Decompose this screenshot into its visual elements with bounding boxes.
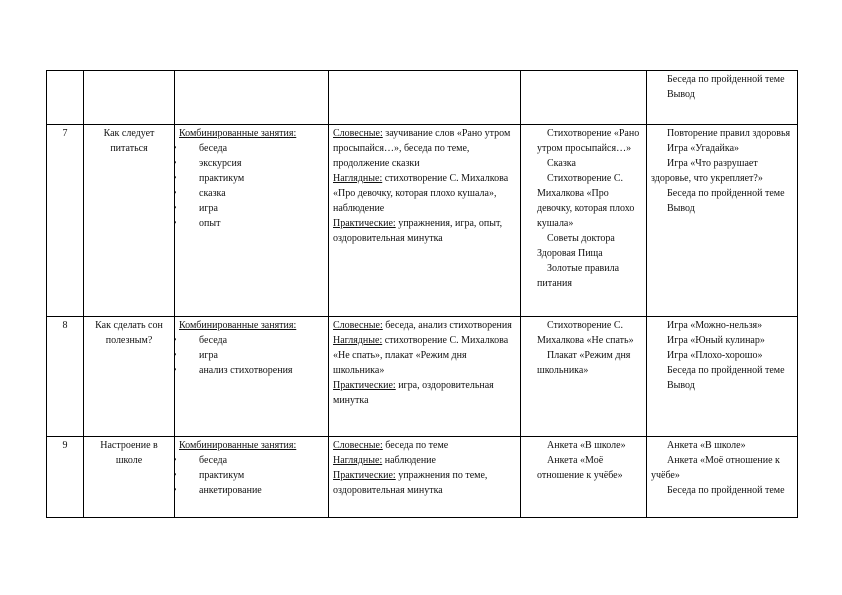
lesson-forms-cell: [175, 71, 329, 125]
lesson-forms-cell: [175, 125, 329, 317]
method-label: Словесные:: [333, 440, 383, 451]
forms-item: • игра: [179, 201, 324, 216]
lesson-number: 9: [47, 437, 84, 518]
forms-list: [179, 141, 324, 231]
forms-item: • экскурсия: [179, 156, 324, 171]
forms-item: • практикум: [179, 468, 324, 483]
materials-item: • Золотые правила питания: [525, 261, 642, 291]
materials-item: • Плакат «Режим дня школьника»: [525, 348, 642, 378]
lesson-control-cell: [647, 437, 798, 518]
method-label: Практические:: [333, 218, 396, 229]
control-item: ✔ Игра «Юный кулинар»: [651, 333, 793, 348]
control-item: ✔ Игра «Угадайка»: [651, 141, 793, 156]
forms-item: • опыт: [179, 216, 324, 231]
control-item: ✔ Беседа по пройденной теме: [651, 363, 793, 378]
materials-item: • Советы доктора Здоровая Пища: [525, 231, 642, 261]
control-item: ✔ Беседа по пройденной теме: [651, 186, 793, 201]
materials-item: • Стихотворение С. Михалкова «Не спать»: [525, 318, 642, 348]
lesson-methods-cell: [329, 125, 521, 317]
forms-item: • беседа: [179, 333, 324, 348]
method-entry: [333, 171, 516, 216]
forms-title: Комбинированные занятия:: [179, 320, 297, 331]
lesson-control-cell: [647, 317, 798, 437]
control-item: ✔ Вывод: [651, 87, 793, 102]
forms-list: [179, 453, 324, 498]
control-list: [651, 126, 793, 216]
table-row: [47, 317, 798, 437]
method-text: заучивание слов «Рано утром просыпайся…», беседа по теме, продолжение сказки: [333, 128, 511, 169]
control-list: [651, 318, 793, 393]
lesson-number: 7: [47, 125, 84, 317]
forms-item: • беседа: [179, 453, 324, 468]
forms-item: • сказка: [179, 186, 324, 201]
forms-list: [179, 333, 324, 378]
lesson-control-cell: [647, 71, 798, 125]
method-label: Практические:: [333, 470, 396, 481]
lesson-forms-cell: [175, 317, 329, 437]
method-text: упражнения по теме, оздоровительная минутка: [333, 470, 488, 496]
lesson-control-cell: [647, 125, 798, 317]
control-item: ✔ Анкета «В школе»: [651, 438, 793, 453]
method-entry: [333, 333, 516, 378]
method-label: Наглядные:: [333, 455, 383, 466]
forms-item: • игра: [179, 348, 324, 363]
lesson-number: 8: [47, 317, 84, 437]
materials-list: [525, 126, 642, 291]
control-item: ✔ Беседа по пройденной теме: [651, 483, 793, 498]
table-row: [47, 125, 798, 317]
method-label: Практические:: [333, 380, 396, 391]
materials-item: • Сказка: [525, 156, 642, 171]
forms-title: Комбинированные занятия:: [179, 440, 297, 451]
control-item: ✔ Игра «Плохо-хорошо»: [651, 348, 793, 363]
forms-item: • беседа: [179, 141, 324, 156]
method-text: упражнения, игра, опыт, оздоровительная минутка: [333, 218, 503, 244]
method-label: Словесные:: [333, 320, 383, 331]
materials-item: • Стихотворение С. Михалкова «Про девочку, которая плохо кушала»: [525, 171, 642, 231]
lesson-materials-cell: [521, 317, 647, 437]
forms-item: • анализ стихотворения: [179, 363, 324, 378]
lesson-materials-cell: [521, 125, 647, 317]
lesson-materials-cell: [521, 437, 647, 518]
method-entry: [333, 216, 516, 246]
control-list: [651, 72, 793, 102]
method-text: наблюдение: [382, 455, 436, 466]
method-text: беседа, анализ стихотворения: [382, 320, 512, 331]
method-text: стихотворение С. Михалкова «Про девочку, которая плохо кушала», наблюдение: [333, 173, 509, 214]
materials-item: • Анкета «Моё отношение к учёбе»: [525, 453, 642, 483]
method-entry: [333, 318, 516, 333]
table-row: [47, 71, 798, 125]
control-item: ✔ Игра «Можно-нельзя»: [651, 318, 793, 333]
lesson-topic: Как сделать сон полезным?: [84, 317, 175, 437]
control-item: ✔ Беседа по пройденной теме: [651, 72, 793, 87]
materials-list: [525, 438, 642, 483]
lesson-topic: Настроение в школе: [84, 437, 175, 518]
method-label: Наглядные:: [333, 335, 383, 346]
control-item: ✔ Повторение правил здоровья: [651, 126, 793, 141]
materials-item: • Стихотворение «Рано утром просыпайся…»: [525, 126, 642, 156]
materials-item: • Анкета «В школе»: [525, 438, 642, 453]
method-entry: [333, 468, 516, 498]
method-entry: [333, 378, 516, 408]
lesson-plan-table: [46, 70, 798, 518]
lesson-methods-cell: [329, 71, 521, 125]
control-item: ✔ Вывод: [651, 378, 793, 393]
method-entry: [333, 126, 516, 171]
method-text: беседа по теме: [382, 440, 449, 451]
method-text: стихотворение С. Михалкова «Не спать», плакат «Режим дня школьника»: [333, 335, 509, 376]
lesson-topic: [84, 71, 175, 125]
method-text: игра, оздоровительная минутка: [333, 380, 494, 406]
method-label: Словесные:: [333, 128, 383, 139]
method-label: Наглядные:: [333, 173, 383, 184]
lesson-materials-cell: [521, 71, 647, 125]
lesson-methods-cell: [329, 437, 521, 518]
materials-list: [525, 318, 642, 378]
lesson-number: [47, 71, 84, 125]
lesson-methods-cell: [329, 317, 521, 437]
control-item: ✔ Игра «Что разрушает здоровье, что укрепляет?»: [651, 156, 793, 186]
method-entry: [333, 438, 516, 453]
control-item: ✔ Вывод: [651, 201, 793, 216]
forms-item: • анкетирование: [179, 483, 324, 498]
table-body: [47, 71, 798, 518]
forms-title: Комбинированные занятия:: [179, 128, 297, 139]
control-item: ✔ Анкета «Моё отношение к учёбе»: [651, 453, 793, 483]
forms-item: • практикум: [179, 171, 324, 186]
control-list: [651, 438, 793, 498]
lesson-forms-cell: [175, 437, 329, 518]
method-entry: [333, 453, 516, 468]
lesson-topic: Как следует питаться: [84, 125, 175, 317]
table-row: [47, 437, 798, 518]
